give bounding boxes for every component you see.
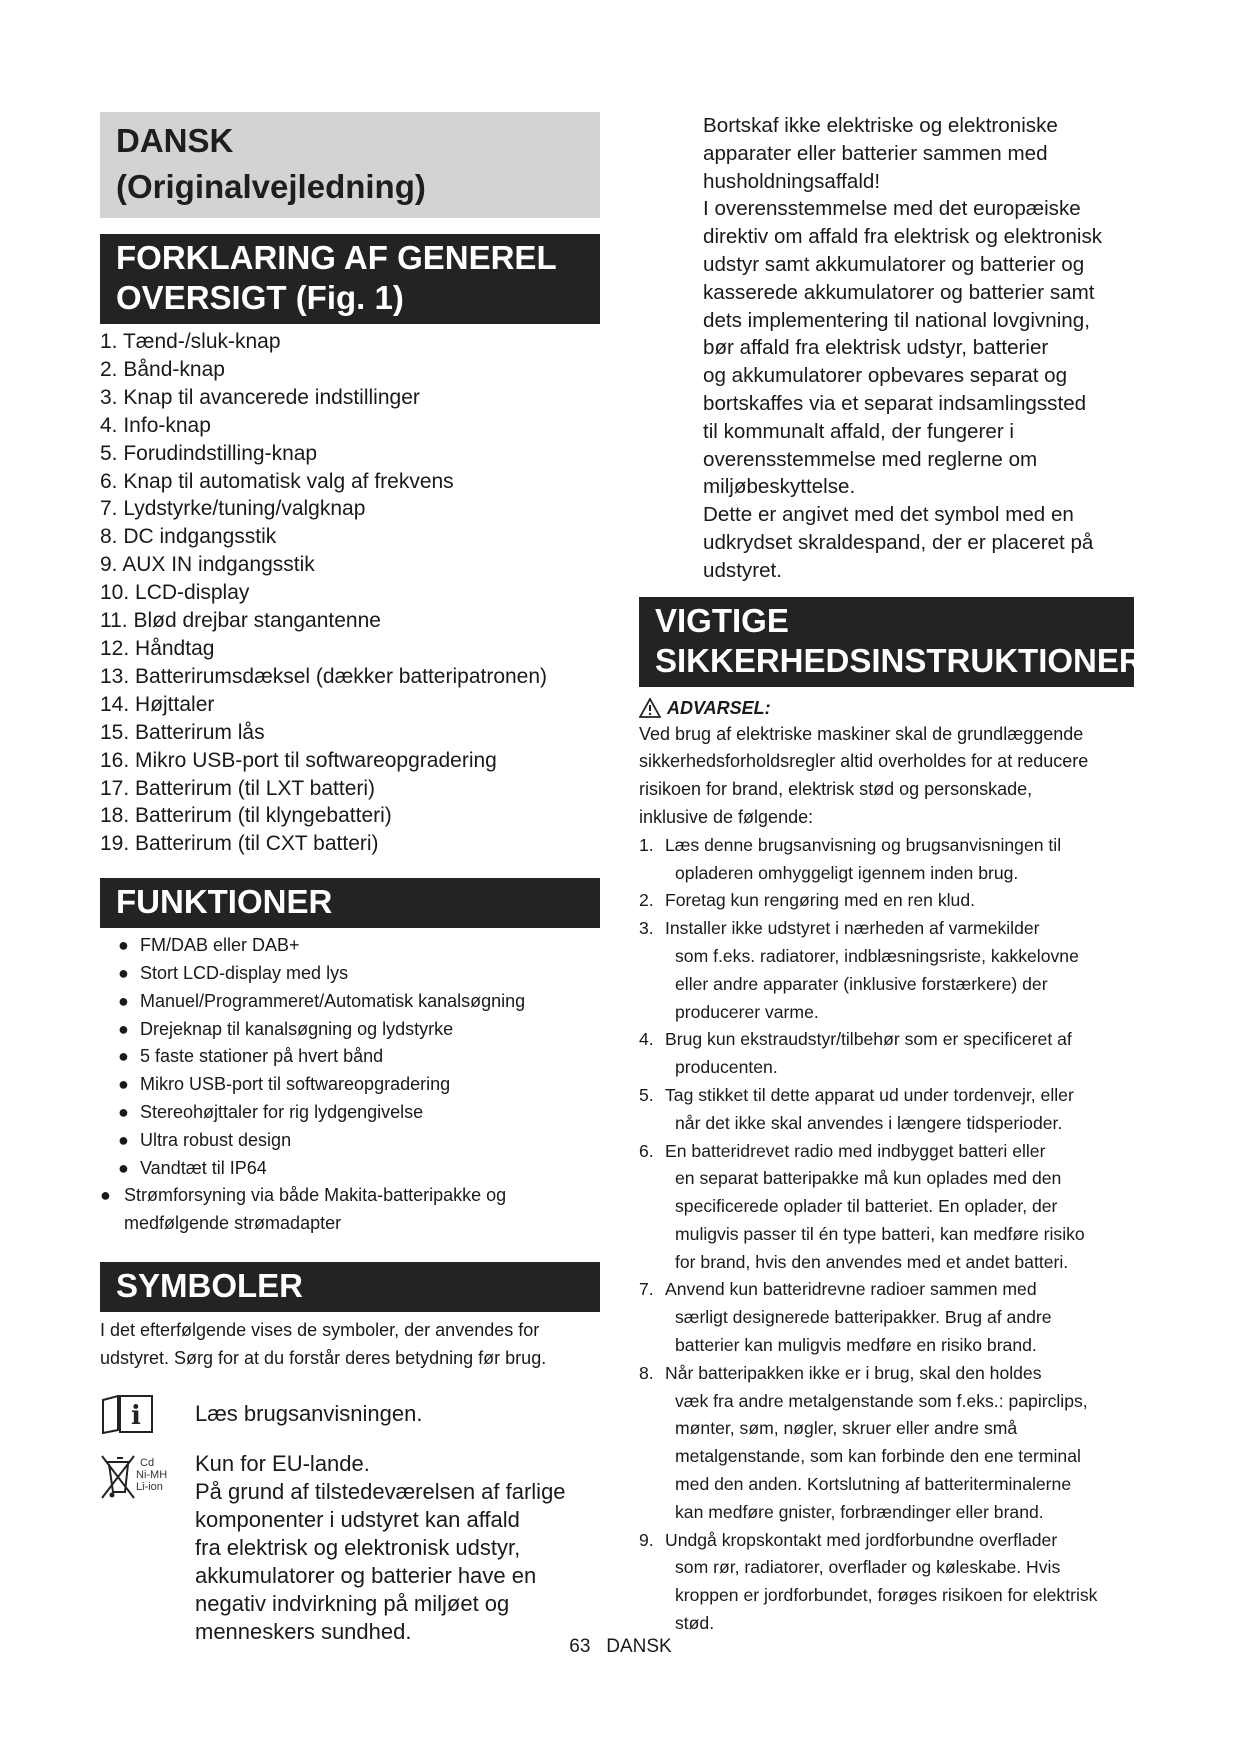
weee-text-line: akkumulatorer og batterier have en [195, 1562, 537, 1588]
safety-item-number: 1. [639, 834, 654, 855]
parts-list-item: 13. Batterirumsdæksel (dækker batteripatronen) [100, 664, 548, 688]
parts-list-item: 6. Knap til automatisk valg af frekvens [100, 469, 454, 493]
safety-item [639, 1082, 1149, 1138]
disposal-line: bortskaffes via et separat indsamlingssted [703, 391, 1087, 415]
left-column [100, 112, 600, 1646]
disposal-line: og akkumulatorer opbevares separat og [703, 364, 1068, 388]
bullet-icon: ● [118, 990, 129, 1011]
feature-item [100, 932, 600, 960]
page-number: 63 [569, 1636, 591, 1657]
parts-list-item: 11. Blød drejbar stangantenne [100, 609, 381, 633]
parts-list-item: 2. Bånd-knap [100, 357, 225, 381]
feature-item [100, 1071, 600, 1099]
parts-list-item: 4. Info-knap [100, 413, 211, 437]
disposal-line: apparater eller batterier sammen med [703, 141, 1048, 165]
safety-item [639, 1360, 1149, 1527]
safety-item [639, 887, 1149, 915]
safety-item-line: metalgenstande, som kan forbinde den ene terminal [675, 1446, 1081, 1467]
feature-text-line-2: medfølgende strømadapter [124, 1213, 342, 1234]
parts-list-item: 12. Håndtag [100, 636, 215, 660]
disposal-line: bør affald fra elektrisk udstyr, batterier [703, 336, 1049, 360]
safety-item-line: Læs denne brugsanvisning og brugsanvisningen til [665, 834, 1062, 855]
safety-item-line: opladeren omhyggeligt igennem inden brug. [675, 862, 1019, 883]
safety-item [639, 1527, 1149, 1638]
safety-item-line: batterier kan muligvis medføre en risiko brand. [675, 1335, 1037, 1356]
symbols-heading-text: SYMBOLER [116, 1266, 304, 1304]
overview-heading-line-1: FORKLARING AF GENEREL [116, 239, 557, 276]
weee-text-line: Kun for EU-lande. [195, 1450, 370, 1476]
safety-item-line: producerer varme. [675, 1001, 819, 1022]
feature-text-line-1: Strømforsyning via både Makita-batteripakke og [124, 1185, 507, 1206]
safety-item-line: En batteridrevet radio med indbygget batteri eller [665, 1140, 1046, 1161]
safety-item-line: specificerede oplader til batteriet. En oplader, der [675, 1196, 1058, 1217]
disposal-text [639, 112, 1149, 585]
bullet-icon: ● [118, 1074, 129, 1095]
parts-list-item: 16. Mikro USB-port til softwareopgradering [100, 748, 497, 772]
bullet-icon: ● [118, 963, 129, 984]
safety-item-number: 3. [639, 918, 654, 939]
safety-item [639, 1026, 1149, 1082]
warning-intro [639, 721, 1149, 832]
safety-item-line: Når batteripakken ikke er i brug, skal den holdes [665, 1362, 1042, 1383]
safety-item-line: Foretag kun rengøring med en ren klud. [665, 890, 976, 911]
overview-heading-line-2: OVERSIGT (Fig. 1) [116, 279, 404, 316]
weee-text-line: komponenter i udstyret kan affald [195, 1506, 520, 1532]
symbols-heading [100, 1262, 600, 1312]
disposal-line: Bortskaf ikke elektriske og elektroniske [703, 114, 1058, 137]
safety-heading-line-1: VIGTIGE [655, 601, 789, 639]
feature-item [100, 988, 600, 1016]
read-manual-icon [100, 1394, 156, 1439]
safety-item-line: muligvis passer til én type batteri, kan medføre risiko [675, 1223, 1085, 1244]
symbols-intro-line-2: udstyret. Sørg for at du forstår deres betydning før brug. [100, 1347, 547, 1368]
safety-item-number: 7. [639, 1279, 654, 1300]
parts-list-item: 10. LCD-display [100, 581, 250, 605]
feature-text: Stereohøjttaler for rig lydgengivelse [140, 1102, 424, 1122]
parts-list-item: 5. Forudindstilling-knap [100, 441, 318, 465]
safety-item-line: særligt designerede batteripakker. Brug af andre [675, 1307, 1052, 1328]
features-list [100, 932, 600, 1238]
bullet-icon: ● [118, 1102, 129, 1122]
safety-item [639, 832, 1149, 888]
safety-item-number: 6. [639, 1140, 654, 1161]
parts-list-item: 1. Tænd-/sluk-knap [100, 330, 281, 353]
safety-item-line: producenten. [675, 1057, 778, 1078]
disposal-line: udstyret. [703, 558, 782, 582]
safety-item-line: kan medføre gnister, forbrændinger eller brand. [675, 1501, 1044, 1522]
disposal-line: udstyr samt akkumulatorer og batterier og [703, 252, 1085, 276]
title-line-2: (Originalvejledning) [116, 168, 426, 205]
safety-item-number: 4. [639, 1029, 654, 1050]
parts-list-item: 15. Batterirum lås [100, 720, 265, 744]
feature-text: Mikro USB-port til softwareopgradering [140, 1074, 451, 1095]
symbols-intro-line-1: I det efterfølgende vises de symboler, der anvendes for [100, 1319, 540, 1340]
safety-item-line: med den anden. Kortslutning af batteriterminalerne [675, 1474, 1072, 1495]
weee-label-cd: Cd [140, 1456, 155, 1469]
manual-icon-glyph: i [131, 1400, 141, 1431]
warning-intro-line: Ved brug af elektriske maskiner skal de grundlæggende [639, 723, 1084, 744]
safety-item-line: stød. [675, 1613, 715, 1634]
safety-list [639, 832, 1149, 1638]
feature-item [100, 1155, 600, 1183]
safety-item-number: 2. [639, 890, 654, 911]
disposal-line: til kommunalt affald, der fungerer i [703, 419, 1014, 443]
safety-item-line: Anvend kun batteridrevne radioer sammen med [665, 1279, 1037, 1300]
feature-text: Manuel/Programmeret/Automatisk kanalsøgning [140, 990, 526, 1011]
weee-text-line: På grund af tilstedeværelsen af farlige [195, 1478, 566, 1504]
safety-item-line: når det ikke skal anvendes i længere tidsperioder. [675, 1112, 1063, 1133]
footer-language: DANSK [606, 1636, 672, 1657]
warning-label-text: ADVARSEL: [667, 697, 771, 718]
feature-text: Drejeknap til kanalsøgning og lydstyrke [140, 1018, 454, 1039]
read-manual-text: Læs brugsanvisningen. [195, 1400, 423, 1426]
safety-item-line: som rør, radiatorer, overflader og køleskabe. Hvis [675, 1557, 1061, 1578]
weee-text-line: negativ indvirkning på miljøet og [195, 1590, 510, 1616]
safety-item-line: Tag stikket til dette apparat ud under tordenvejr, eller [665, 1084, 1074, 1105]
disposal-line: direktiv om affald fra elektrisk og elektronisk [703, 225, 1103, 249]
safety-heading-line-2: SIKKERHEDSINSTRUKTIONER [655, 641, 1143, 679]
safety-item-line: som f.eks. radiatorer, indblæsningsriste, kakkelovne [675, 945, 1079, 966]
safety-item-line: kroppen er jordforbundet, forøges risikoen for elektrisk [675, 1585, 1098, 1606]
weee-label-nimh: Ni-MH [136, 1468, 168, 1481]
safety-item [639, 1276, 1149, 1359]
bullet-icon: ● [118, 1157, 129, 1178]
document-title [100, 112, 600, 218]
bullet-icon: ● [118, 1129, 129, 1150]
warning-intro-line: sikkerhedsforholdsregler altid overholdes for at reducere [639, 751, 1089, 772]
safety-item-line: mønter, søm, nøgler, skruer eller andre små [675, 1418, 1018, 1439]
symbols-intro [100, 1316, 600, 1372]
weee-text-line: menneskers sundhed. [195, 1618, 412, 1644]
symbol-manual-row [100, 1394, 600, 1431]
bullet-icon: ● [118, 1046, 129, 1067]
overview-heading [100, 234, 600, 324]
warning-label [639, 695, 1149, 721]
bullet-icon: ● [100, 1185, 111, 1206]
feature-text: FM/DAB eller DAB+ [140, 935, 300, 956]
parts-list [100, 328, 600, 858]
title-line-1: DANSK [116, 122, 234, 159]
bullet-icon: ● [118, 1018, 129, 1039]
parts-list-item: 18. Batterirum (til klyngebatteri) [100, 804, 392, 828]
feature-item [100, 1182, 600, 1238]
safety-item-line: for brand, hvis den anvendes med et andet batteri. [675, 1251, 1069, 1272]
safety-heading [639, 597, 1143, 687]
disposal-line: kasserede akkumulatorer og batterier samt [703, 280, 1095, 304]
disposal-line: overensstemmelse med reglerne om [703, 447, 1038, 471]
disposal-line: I overensstemmelse med det europæiske [703, 197, 1081, 221]
feature-text: Vandtæt til IP64 [140, 1157, 267, 1178]
parts-list-item: 19. Batterirum (til CXT batteri) [100, 832, 379, 856]
features-heading-text: FUNKTIONER [116, 883, 333, 921]
parts-list-item: 17. Batterirum (til LXT batteri) [100, 776, 376, 800]
feature-text: 5 faste stationer på hvert bånd [140, 1046, 384, 1067]
parts-list-item: 8. DC indgangsstik [100, 525, 277, 549]
weee-label-liion: Li-ion [136, 1480, 163, 1493]
disposal-line: dets implementering til national lovgivning, [703, 308, 1090, 332]
parts-list-item: 3. Knap til avancerede indstillinger [100, 385, 420, 409]
feature-item [100, 960, 600, 988]
disposal-line: Dette er angivet med det symbol med en [703, 503, 1074, 527]
feature-text: Ultra robust design [140, 1129, 292, 1150]
feature-item [100, 1043, 600, 1071]
symbol-weee-row [100, 1450, 600, 1646]
feature-item [100, 1099, 600, 1127]
safety-item-line: Undgå kropskontakt med jordforbundne overflader [665, 1529, 1058, 1550]
safety-item [639, 1138, 1149, 1277]
disposal-line: husholdningsaffald! [703, 169, 881, 193]
safety-item-number: 5. [639, 1084, 654, 1105]
parts-list-item: 7. Lydstyrke/tuning/valgknap [100, 497, 366, 521]
safety-item-number: 9. [639, 1529, 654, 1550]
right-column [639, 112, 1149, 1638]
feature-item [100, 1127, 600, 1155]
safety-item-line: væk fra andre metalgenstande som f.eks.: papirclips, [675, 1390, 1088, 1411]
crossed-bin-icon [100, 1454, 180, 1507]
weee-text-line: fra elektrisk og elektronisk udstyr, [195, 1534, 521, 1560]
features-heading [100, 878, 600, 928]
parts-list-item: 14. Højttaler [100, 692, 215, 716]
safety-item-line: en separat batteripakke må kun oplades med den [675, 1168, 1062, 1189]
safety-item [639, 915, 1149, 1026]
safety-item-number: 8. [639, 1362, 654, 1383]
feature-item [100, 1016, 600, 1044]
parts-list-item: 9. AUX IN indgangsstik [100, 553, 315, 577]
disposal-line: udkrydset skraldespand, der er placeret på [703, 530, 1094, 554]
warning-intro-line: inklusive de følgende: [639, 806, 814, 827]
page-footer [0, 1635, 1241, 1659]
disposal-line: miljøbeskyttelse. [703, 475, 856, 499]
safety-item-line: Installer ikke udstyret i nærheden af varmekilder [665, 918, 1040, 939]
safety-item-line: Brug kun ekstraudstyr/tilbehør som er specificeret af [665, 1029, 1072, 1050]
bullet-icon: ● [118, 935, 129, 956]
weee-text [195, 1450, 600, 1646]
feature-text: Stort LCD-display med lys [140, 963, 349, 984]
safety-item-line: eller andre apparater (inklusive forstærkere) der [675, 973, 1048, 994]
warning-triangle-icon [639, 698, 661, 718]
warning-intro-line: risikoen for brand, elektrisk stød og personskade, [639, 779, 1033, 800]
